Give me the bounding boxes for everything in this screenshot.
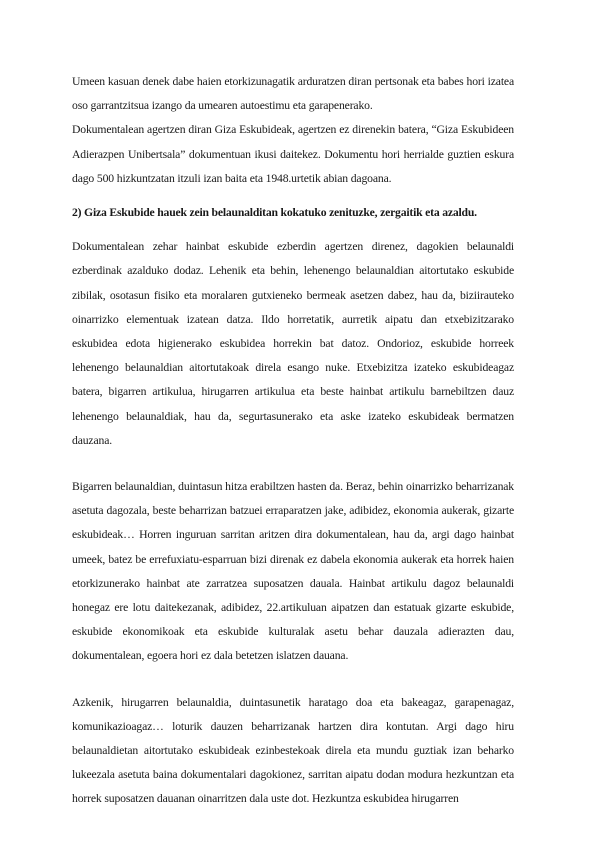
- section-2-paragraph-1: Dokumentalean zehar hainbat eskubide ezberdin agertzen direnez, dagokien belaunaldi ezberdinak azalduko dodaz. Lehenik eta behin, lehenengo belaunaldian aitortutako eskubide zibilak, osotasun fisiko eta moralaren gutxieneko bermeak asetzen dabez, hau da, biziirauteko oinarrizko elementuak izatean datza. Ildo horretatik, aurretik aipatu dan etxebizitzarako eskubidea edota higienerako eskubidea horrekin bat datoz. Ondorioz, eskubide horreek lehenengo belaunaldian aitortutakoak direla esango nuke. Etxebizitza izateko eskubideagaz batera, bigarren artikulua, hirugarren artikulua eta beste hainbat artikulu barnebiltzen dauz lehenengo belaunaldiak, hau da, segurtasunerako eta aske izateko eskubideak bermatzen dauzana.: [72, 240, 514, 447]
- section-2-paragraph-3: Azkenik, hirugarren belaunaldia, duintasunetik haratago doa eta bakeagaz, garapenagaz, komunikazioagaz… loturik dauzen beharrizanak hartzen dira kontutan. Argi dago hiru belaunaldietan aitortutako eskubideak ezinbestekoak direla eta mundu guztiak izan beharko lukeezala asetuta baina dokumentalari dagokionez, sarritan aipatu dodan modura hezkuntzan eta horrek suposatzen dauanan oinarritzen dala uste dot. Hezkuntza eskubidea hirugarren: [72, 695, 514, 806]
- document-page: [72, 70, 514, 812]
- intro-paragraph-1: Umeen kasuan denek dabe haien etorkizunagatik arduratzen diran pertsonak eta babes hori izatea oso garrantzitsua izango da umearen autoestimu eta garapenerako.: [72, 75, 514, 113]
- section-2-heading: 2) Giza Eskubide hauek zein belaunalditan kokatuko zenituzke, zergaitik eta azaldu.: [72, 206, 477, 220]
- section-2-paragraph-2: Bigarren belaunaldian, duintasun hitza erabiltzen hasten da. Beraz, behin oinarrizko beharrizanak asetuta dagozala, beste beharrizan batzuei erraparatzen jake, adibidez, ekonomia aukerak, gizarte eskubideak… Horren inguruan sarritan aritzen dira dokumentalean, hau da, argi dago hainbat umeek, batez be errefuxiatu-esparruan bizi direnak ez dabela ekonomia aukerak eta horrek haien etorkizunerako hainbat ate zarratzea suposatzen dauala. Hainbat artikulu dagoz belaunaldi honegaz ere lotu daitekezanak, adibidez, 22.artikuluan aipatzen dan estatuak gizarte eskubide, eskubide ekonomikoak eta eskubide kulturalak asetu behar dauzala adierazten dau, dokumentalean, egoera hori ez dala betetzen islatzen dauana.: [72, 480, 514, 663]
- spacer: [72, 225, 514, 235]
- spacer: [72, 669, 514, 691]
- intro-paragraph-2: Dokumentalean agertzen diran Giza Eskubideak, agertzen ez direnekin batera, “Giza Eskubideen Adierazpen Unibertsala” dokumentuan ikusi daitekez. Dokumentu hori herrialde guztien eskura dago 500 hizkuntzatan itzuli izan baita eta 1948.urtetik abian dagoana.: [72, 123, 514, 185]
- spacer: [72, 453, 514, 475]
- spacer: [72, 191, 514, 201]
